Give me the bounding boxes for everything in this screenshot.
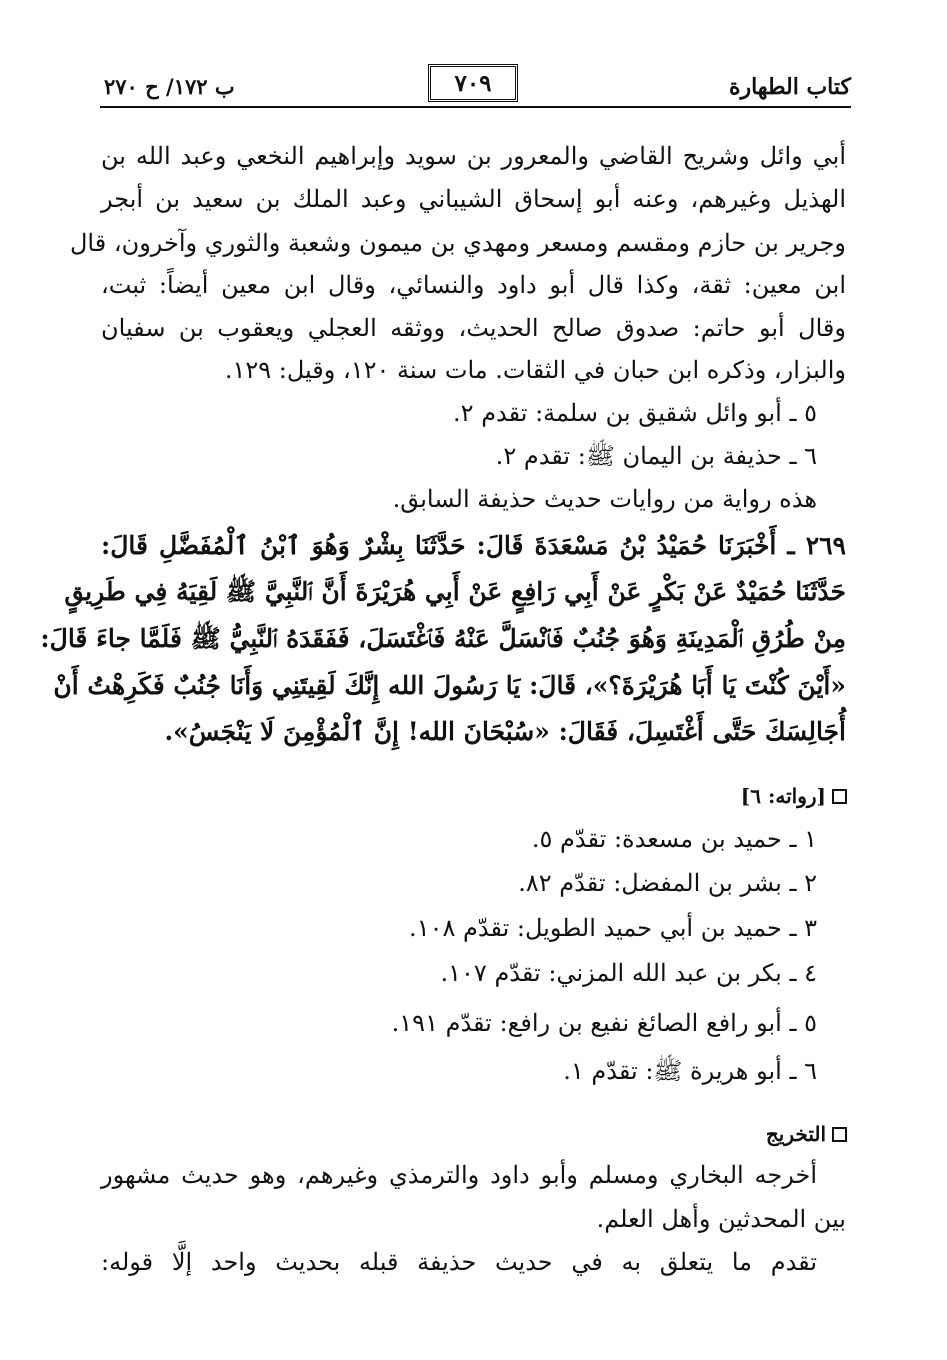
square-bullet-icon <box>832 789 847 804</box>
para1-line: أبي وائل وشريح القاضي والمعرور بن سويد وإبراهيم النخعي وعبد الله بن <box>101 142 846 170</box>
section-heading-label: التخريج <box>765 1122 826 1146</box>
narrator-item: ٤ ـ بكر بن عبد الله المزني: تقدّم ١٠٧. <box>440 959 817 987</box>
takhrij-line: بين المحدثين وأهل العلم. <box>596 1205 846 1233</box>
para1-line: الهذيل وغيرهم، وعنه أبو إسحاق الشيباني وعبد الملك بن سعيد بن أبجر <box>101 185 846 213</box>
takhrij-line: تقدم ما يتعلق به في حديث حذيفة قبله بحديث واحد إلَّا قوله: <box>101 1248 818 1276</box>
narrator-item: ١ ـ حميد بن مسعدة: تقدّم ٥. <box>531 825 817 853</box>
section-heading-narrators <box>741 784 847 808</box>
section-heading-label: [رواته: ٦] <box>740 784 826 808</box>
note-line: هذه رواية من روايات حديث حذيفة السابق. <box>392 485 817 513</box>
hadith-line: ٢٦٩ ـ أَخْبَرَنَا حُمَيْدُ بْنُ مَسْعَدَةَ قَالَ: حَدَّثَنَا بِشْرٌ وَهُوَ ٱبْنُ ٱلْمُفَضَّلِ قَالَ: <box>101 531 846 560</box>
hadith-line: «أَيْنَ كُنْتَ يَا أَبَا هُرَيْرَةَ؟»، قَالَ: يَا رَسُولَ الله إِنَّكَ لَقِيتَنِي وَأَنَا جُنُبٌ فَكَرِهْتُ أَنْ <box>53 671 846 700</box>
header-rule <box>100 106 851 108</box>
hadith-line: حَدَّثَنَا حُمَيْدٌ عَنْ بَكْرٍ عَنْ أَبِي رَافِعٍ عَنْ أَبِي هُرَيْرَةَ أَنَّ ٱلنَّبِيَّ ﷺ لَقِيَهُ فِي طَرِيقٍ <box>64 577 846 606</box>
hadith-line: مِنْ طُرُقِ ٱلْمَدِينَةِ وَهُوَ جُنُبٌ فَٱنْسَلَّ عَنْهُ فَٱغْتَسَلَ، فَفَقَدَهُ ٱلنَّبِيُّ ﷺ فَلَمَّا جاءَ قَالَ: <box>40 624 846 653</box>
narrator-item: ٦ ـ أبو هريرة ﷺ: تقدّم ١. <box>563 1057 817 1085</box>
page-number-box <box>428 64 518 102</box>
para1-line: ابن معين: ثقة، وكذا قال أبو داود والنسائي، وقال ابن معين أيضاً: ثبت، <box>101 271 846 299</box>
narrator-item: ٣ ـ حميد بن أبي حميد الطويل: تقدّم ١٠٨. <box>409 914 817 942</box>
section-heading-takhrij <box>766 1122 847 1146</box>
square-bullet-icon <box>832 1127 847 1142</box>
narrator-item: ٢ ـ بشر بن المفضل: تقدّم ٨٢. <box>518 869 817 897</box>
para1-line: وجرير بن حازم ومقسم ومسعر ومهدي بن ميمون وشعبة والثوري وآخرون، قال <box>69 229 846 257</box>
hadith-line: أُجَالِسَكَ حَتَّى أَغْتَسِلَ، فَقَالَ: «سُبْحَانَ الله! إِنَّ ٱلْمُؤْمِنَ لَا يَنْجَسُ». <box>164 717 846 746</box>
running-head-reference: ب ١٧٢/ ح ٢٧٠ <box>104 74 235 99</box>
running-head-book-title: كتاب الطهارة <box>728 74 851 100</box>
narrator-item: ٥ ـ أبو وائل شقيق بن سلمة: تقدم ٢. <box>453 399 817 427</box>
narrator-item: ٦ ـ حذيفة بن اليمان ﷺ: تقدم ٢. <box>495 442 817 470</box>
narrator-item: ٥ ـ أبو رافع الصائغ نفيع بن رافع: تقدّم ١٩١. <box>391 1009 817 1037</box>
para1-line: وقال أبو حاتم: صدوق صالح الحديث، ووثقه العجلي ويعقوب بن سفيان <box>101 314 846 342</box>
page-number: ٧٠٩ <box>454 69 492 97</box>
para1-line: والبزار، وذكره ابن حبان في الثقات. مات سنة ١٢٠، وقيل: ١٢٩. <box>224 356 846 384</box>
takhrij-line: أخرجه البخاري ومسلم وأبو داود والترمذي وغيرهم، وهو حديث مشهور <box>101 1161 817 1189</box>
